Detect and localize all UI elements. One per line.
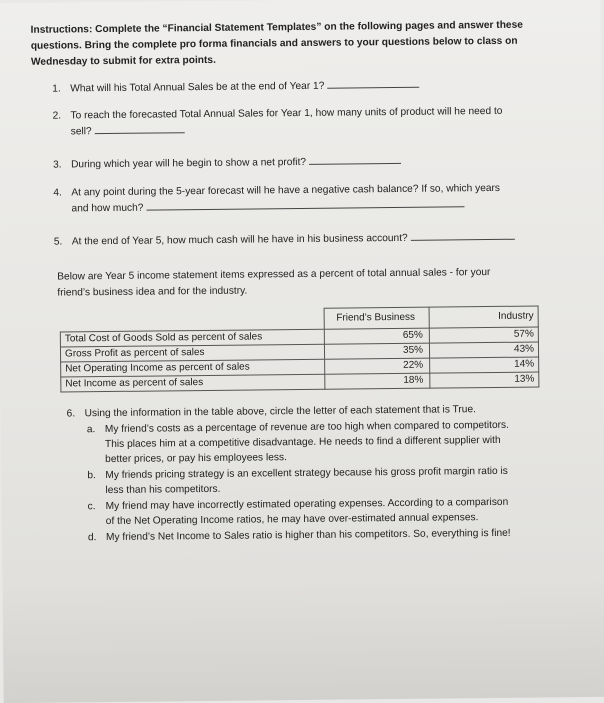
question-3: [71, 154, 401, 172]
question-3-number: 3.: [52, 159, 62, 171]
instructions-line-3: Wednesday to submit for extra points.: [30, 54, 216, 68]
option-d-letter[interactable]: d.: [87, 532, 97, 544]
header-industry: Industry: [429, 306, 538, 328]
question-2-number: 2.: [52, 110, 62, 122]
option-c-letter[interactable]: c.: [87, 501, 96, 513]
option-a-line-1: My friend’s costs as a percentage of revenue are too high when compared to competitors.: [104, 419, 509, 436]
answer-4-blank[interactable]: [146, 197, 464, 210]
answer-1-blank[interactable]: [327, 78, 419, 89]
instructions-line-1: Instructions: Complete the “Financial Statement Templates” on the following pages and answer these: [30, 19, 523, 36]
question-1-number: 1.: [52, 83, 61, 95]
question-5: [72, 230, 515, 250]
question-1: [70, 78, 419, 97]
row-label: Net Income as percent of sales: [61, 374, 325, 392]
table-intro-line-1: Below are Year 5 income statement items expressed as a percent of total annual sales - for your: [57, 267, 491, 283]
industry-value: 14%: [430, 357, 539, 373]
option-a-line-2: This places him at a competitive disadvantage. He needs to find a different supplier with: [104, 434, 501, 451]
row-label: Net Operating Income as percent of sales: [61, 359, 325, 377]
question-3-text: During which year will he begin to show a net profit?: [70, 156, 307, 171]
row-label: Total Cost of Goods Sold as percent of sales: [60, 329, 324, 347]
industry-value: 57%: [429, 327, 538, 343]
question-2-line-2: [71, 123, 185, 139]
answer-3-blank[interactable]: [309, 154, 401, 165]
option-b-line-2: less than his competitors.: [105, 483, 221, 497]
option-b-letter[interactable]: b.: [87, 470, 96, 482]
option-c-line-1: My friend may have incorrectly estimated operating expenses. According to a comparison: [105, 496, 509, 513]
question-4-number: 4.: [53, 187, 62, 199]
header-friends-business: Friend’s Business: [324, 307, 429, 329]
option-a-letter[interactable]: a.: [86, 424, 96, 436]
question-1-text: What will his Total Annual Sales be at the end of Year 1?: [70, 80, 325, 95]
friend-value: 22%: [325, 358, 430, 374]
row-label: Gross Profit as percent of sales: [60, 344, 324, 362]
question-5-text: At the end of Year 5, how much cash will he have in his business account?: [71, 232, 408, 248]
question-2-line-1: To reach the forecasted Total Annual Sales for Year 1, how many units of product will he need to: [70, 105, 503, 122]
friend-value: 65%: [324, 328, 429, 344]
instructions-line-2: questions. Bring the complete pro forma financials and answers to your questions below to class on: [30, 35, 518, 52]
option-c-line-2: of the Net Operating Income ratios, he may have over-estimated annual expenses.: [105, 512, 479, 528]
option-d-line-1: My friend’s Net Income to Sales ratio is higher than his competitors. So, everything is fine!: [105, 527, 511, 544]
question-4-text-2: and how much?: [71, 202, 144, 215]
friend-value: 18%: [325, 373, 430, 389]
question-6-text: Using the information in the table above, circle the letter of each statement that is True.: [84, 404, 477, 420]
table-intro-line-2: friend’s business idea and for the industry.: [57, 285, 248, 299]
page-shadow: [2, 577, 604, 703]
industry-value: 13%: [430, 372, 539, 388]
question-2-text-2: sell?: [70, 126, 92, 138]
option-b-line-1: My friends pricing strategy is an excellent strategy because his gross profit margin ratio is: [105, 465, 508, 482]
question-5-number: 5.: [53, 236, 63, 248]
friend-value: 35%: [324, 343, 429, 359]
answer-2-blank[interactable]: [95, 123, 185, 134]
question-6-number: 6.: [66, 408, 76, 420]
question-4-line-2: [71, 197, 464, 216]
industry-value: 43%: [429, 342, 538, 358]
question-4-line-1: At any point during the 5-year forecast will he have a negative cash balance? If so, which years: [71, 182, 501, 199]
option-a-line-3: better prices, or pay his employees less.: [105, 452, 287, 466]
answer-5-blank[interactable]: [411, 230, 515, 241]
ratio-comparison-table: [60, 305, 540, 392]
